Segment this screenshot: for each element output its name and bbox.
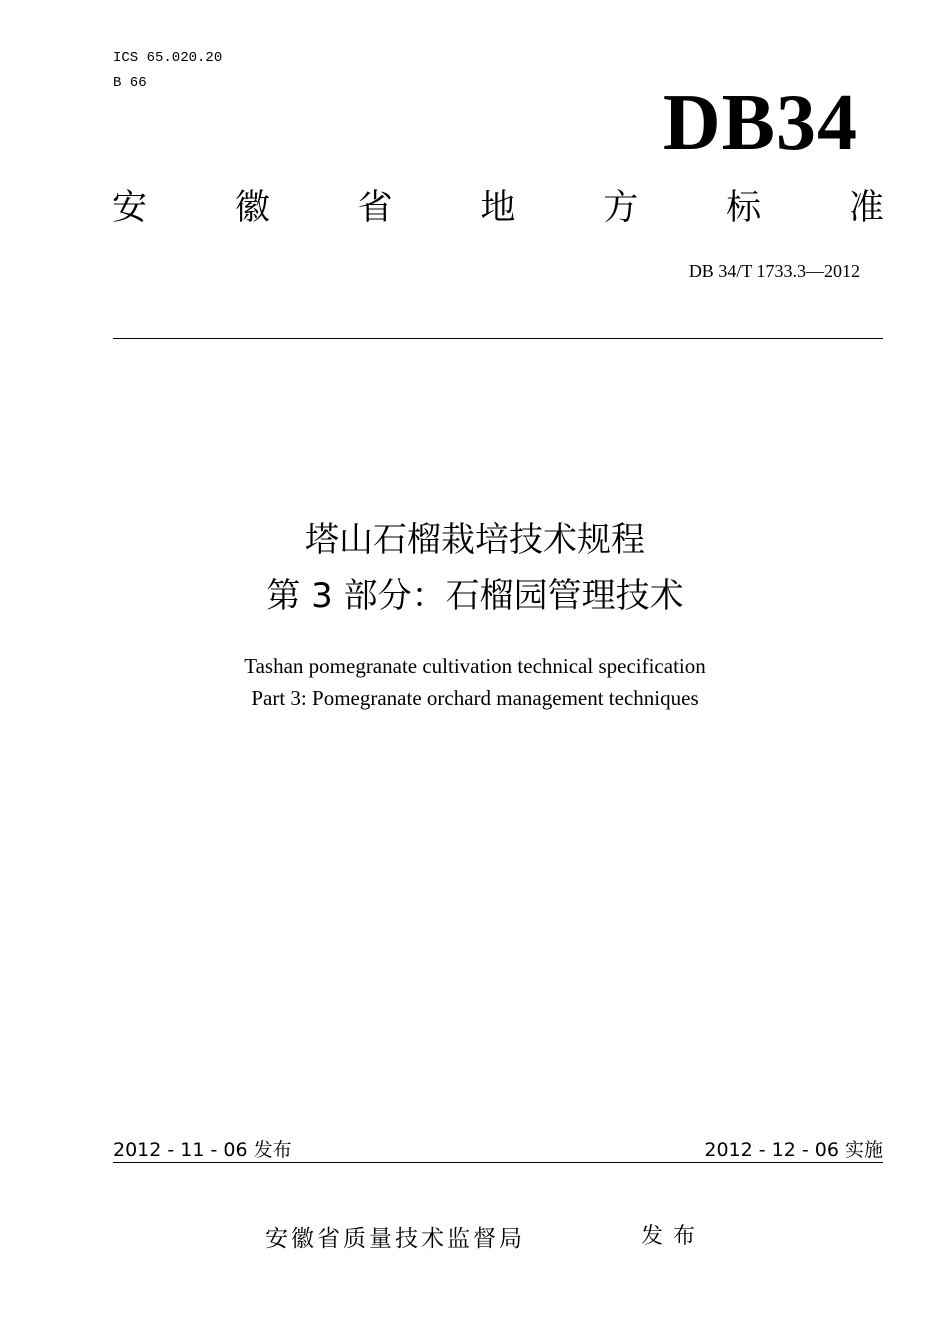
standard-type-char: 省	[357, 188, 393, 228]
standard-number: DB 34/T 1733.3—2012	[688, 261, 860, 281]
issue-date: 2012 - 11 - 06 发布	[113, 1139, 292, 1161]
standard-type-char: 标	[726, 188, 762, 228]
bottom-divider	[113, 1162, 883, 1163]
ics-code: ICS 65.020.20	[113, 50, 223, 66]
standard-logo: DB34	[662, 79, 858, 167]
top-divider	[113, 338, 883, 339]
title-chinese-line-2: 第 3 部分：石榴园管理技术	[266, 576, 684, 616]
implementation-date: 2012 - 12 - 06 实施	[704, 1139, 883, 1161]
title-chinese-line-1: 塔山石榴栽培技术规程	[305, 520, 645, 560]
standard-type-char: 方	[603, 188, 639, 228]
standard-type-char: 准	[848, 188, 884, 228]
issuing-authority: 安徽省质量技术监督局	[265, 1226, 525, 1252]
ccs-code: B 66	[113, 75, 147, 91]
standard-type-char: 徽	[234, 188, 270, 228]
standard-type-heading	[112, 186, 884, 230]
issue-label: 发布	[641, 1224, 706, 1249]
standard-type-char: 安	[112, 188, 148, 228]
standard-type-char: 地	[480, 188, 516, 228]
title-english-line-2: Part 3: Pomegranate orchard management techniques	[251, 686, 699, 710]
title-english-line-1: Tashan pomegranate cultivation technical specification	[244, 654, 706, 678]
